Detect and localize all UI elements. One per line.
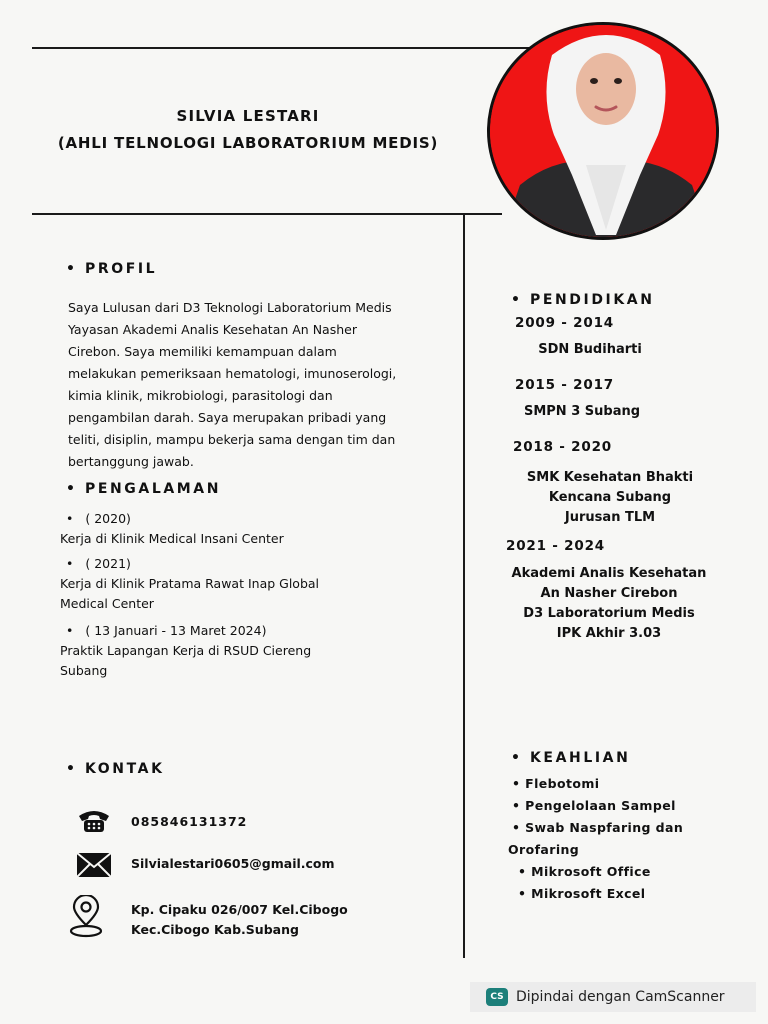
experience-year: ( 2021): [85, 556, 131, 571]
experience-desc: Medical Center: [60, 596, 154, 611]
experience-item: • ( 2020) Kerja di Klinik Medical Insani Center: [60, 509, 284, 549]
envelope-icon: [77, 853, 111, 877]
skills-list: [508, 773, 684, 905]
experience-desc: Subang: [60, 663, 108, 678]
contact-address: [131, 900, 348, 940]
experience-year: ( 2020): [85, 511, 131, 526]
profil-line: Cirebon. Saya memiliki kemampuan dalam: [68, 344, 337, 359]
header-bottom-divider: [32, 213, 502, 215]
experience-desc: Kerja di Klinik Medical Insani Center: [60, 531, 284, 546]
experience-desc: Praktik Lapangan Kerja di RSUD Ciereng: [60, 643, 312, 658]
top-divider: [32, 47, 532, 49]
person-name: SILVIA LESTARI: [176, 107, 320, 125]
contact-email: Silvialestari0605@gmail.com: [131, 856, 335, 871]
profil-line: teliti, disiplin, mampu bekerja sama dengan tim dan: [68, 432, 396, 447]
profile-photo: [487, 22, 719, 240]
education-years: 2015 - 2017: [515, 377, 614, 393]
address-line: Kp. Cipaku 026/007 Kel.Cibogo: [131, 902, 348, 917]
kontak-heading: • KONTAK: [66, 761, 165, 777]
skill-item: • Swab Naspfaring dan: [512, 820, 684, 835]
education-years: 2018 - 2020: [513, 439, 612, 455]
education-school: Akademi Analis Kesehatan An Nasher Cirebon D3 Laboratorium Medis IPK Akhir 3.03: [511, 566, 707, 641]
keahlian-heading: • KEAHLIAN: [511, 750, 631, 766]
profil-line: bertanggung jawab.: [68, 454, 194, 469]
experience-desc: Kerja di Klinik Pratama Rawat Inap Global: [60, 576, 320, 591]
experience-year: ( 13 Januari - 13 Maret 2024): [85, 623, 267, 638]
profil-paragraph: [68, 297, 448, 473]
camscanner-text: Dipindai dengan CamScanner: [516, 989, 725, 1005]
pendidikan-heading: • PENDIDIKAN: [511, 292, 655, 308]
skill-item: Orofaring: [508, 842, 580, 857]
skill-item: • Pengelolaan Sampel: [512, 798, 676, 813]
contact-phone: 085846131372: [131, 814, 248, 829]
profil-line: pengambilan darah. Saya merupakan pribadi yang: [68, 410, 387, 425]
location-pin-icon: [68, 895, 104, 939]
profil-line: Saya Lulusan dari D3 Teknologi Laboratorium Medis: [68, 300, 392, 315]
profil-line: kimia klinik, mikrobiologi, parasitologi dan: [68, 388, 333, 403]
education-years: 2021 - 2024: [506, 538, 605, 554]
pengalaman-heading: • PENGALAMAN: [66, 481, 222, 497]
skill-item: • Flebotomi: [512, 776, 600, 791]
education-school: SMK Kesehatan Bhakti Kencana Subang Jurusan TLM: [526, 470, 694, 525]
name-header: [20, 104, 476, 158]
education-school: SDN Budiharti: [538, 342, 642, 357]
camscanner-watermark: [470, 982, 756, 1012]
skill-item: • Mikrosoft Office: [518, 864, 651, 879]
column-divider: [463, 213, 465, 958]
portrait-illustration: [490, 25, 719, 240]
experience-item: • ( 2021) Kerja di Klinik Pratama Rawat Inap Global Medical Center: [60, 554, 319, 614]
profil-heading: • PROFIL: [66, 261, 158, 277]
person-role: (AHLI TELNOLOGI LABORATORIUM MEDIS): [57, 134, 439, 152]
experience-item: • ( 13 Januari - 13 Maret 2024) Praktik Lapangan Kerja di RSUD Ciereng Subang: [60, 621, 311, 681]
education-years: 2009 - 2014: [515, 315, 614, 331]
skill-item: • Mikrosoft Excel: [518, 886, 646, 901]
phone-icon: [77, 808, 111, 834]
education-school: SMPN 3 Subang: [523, 404, 641, 419]
profil-line: melakukan pemeriksaan hematologi, imunoserologi,: [68, 366, 397, 381]
profil-line: Yayasan Akademi Analis Kesehatan An Nasher: [68, 322, 357, 337]
camscanner-logo-icon: CS: [486, 988, 508, 1006]
address-line: Kec.Cibogo Kab.Subang: [131, 922, 299, 937]
